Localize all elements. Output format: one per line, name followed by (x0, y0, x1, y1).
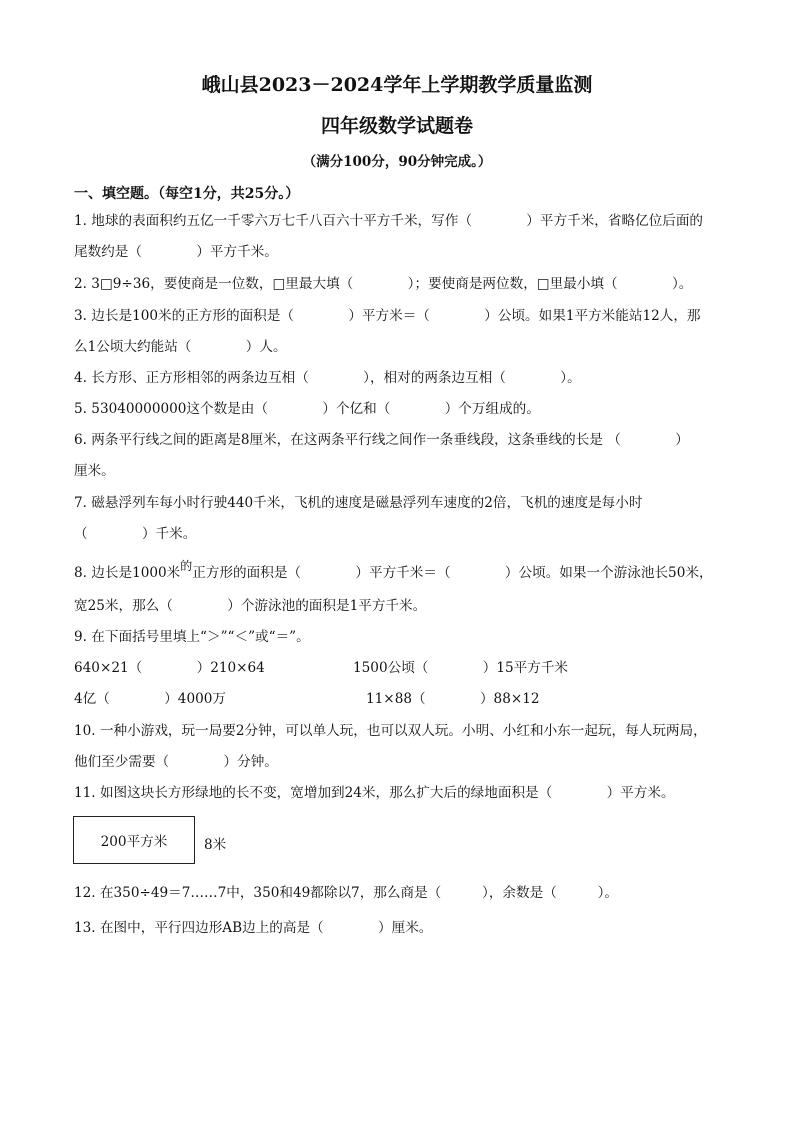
green-land-rectangle (73, 816, 195, 864)
question-13-line-1: 13. 在图中，平行四边形AB边上的高是（ ）厘米。 (74, 920, 433, 936)
question-9-row-2-right: 11×88（ ）88×12 (366, 691, 540, 707)
question-11-line-1: 11. 如图这块长方形绿地的长不变，宽增加到24米，那么扩大后的绿地面积是（ ）平方米。 (74, 785, 675, 801)
question-12-line-1: 12. 在350÷49＝7……7中，350和49都除以7，那么商是（ ），余数是（ ）。 (74, 885, 618, 901)
question-4-line-1: 4. 长方形、正方形相邻的两条边互相（ ），相对的两条边互相（ ）。 (74, 370, 581, 386)
exam-title: 峨山县2023－2024学年上学期教学质量监测 (201, 74, 593, 96)
question-10-line-1: 10. 一种小游戏，玩一局要2分钟，可以单人玩，也可以双人玩。小明、小红和小东一起玩，每人玩两局， (74, 723, 707, 739)
question-9-row-1-left: 640×21（ ）210×64 (74, 660, 265, 676)
question-7-line-1: 7. 磁悬浮列车每小时行驶440千米，飞机的速度是磁悬浮列车速度的2倍，飞机的速度是每小时 (74, 495, 643, 511)
question-9-row-2-left: 4亿（ ）4000万 (74, 691, 226, 707)
question-7-line-2: （ ）千米。 (74, 526, 197, 542)
question-9-row-1-right: 1500公顷（ ）15平方千米 (353, 660, 569, 676)
question-6-line-1: 6. 两条平行线之间的距离是8厘米，在这两条平行线之间作一条垂线段，这条垂线的长是 （ ） (74, 432, 689, 448)
question-2-line-1: 2. 3□9÷36，要使商是一位数，□里最大填（ ）；要使商是两位数，□里最小填（ ）。 (74, 276, 693, 292)
section-heading-fill-in: 一、填空题。（每空1分，共25分。） (74, 186, 300, 202)
exam-subject-title: 四年级数学试题卷 (320, 115, 473, 137)
question-9-line-1: 9. 在下面括号里填上“＞”“＜”或“＝”。 (74, 629, 310, 645)
rectangle-width-label: 8米 (204, 837, 227, 853)
question-8-text-a: 8. 边长是1000米 (74, 565, 181, 581)
question-1-line-1: 1. 地球的表面积约五亿一千零六万七千八百六十平方千米，写作（ ）平方千米，省略亿位后面的 (74, 213, 704, 229)
question-8-stray-character: 的 (180, 559, 193, 573)
exam-score-note: （满分100分，90分钟完成。） (302, 154, 492, 170)
question-1-line-2: 尾数约是（ ）平方千米。 (74, 244, 278, 260)
question-6-line-2: 厘米。 (74, 463, 115, 479)
rectangle-area-label: 200平方米 (100, 834, 168, 850)
question-8-line-2: 宽25米，那么（ ）个游泳池的面积是1平方千米。 (74, 598, 427, 614)
question-3-line-1: 3. 边长是100米的正方形的面积是（ ）平方米＝（ ）公顷。如果1平方米能站12人，那 (74, 308, 701, 324)
question-3-line-2: 么1公顷大约能站（ ）人。 (74, 339, 287, 355)
question-8-text-b: 正方形的面积是（ ）平方千米＝（ ）公顷。如果一个游泳池长50米， (192, 565, 713, 581)
question-5-line-1: 5. 53040000000这个数是由（ ）个亿和（ ）个万组成的。 (74, 401, 540, 417)
question-10-line-2: 他们至少需要（ ）分钟。 (74, 754, 278, 770)
question-8-line-1 (74, 559, 713, 581)
